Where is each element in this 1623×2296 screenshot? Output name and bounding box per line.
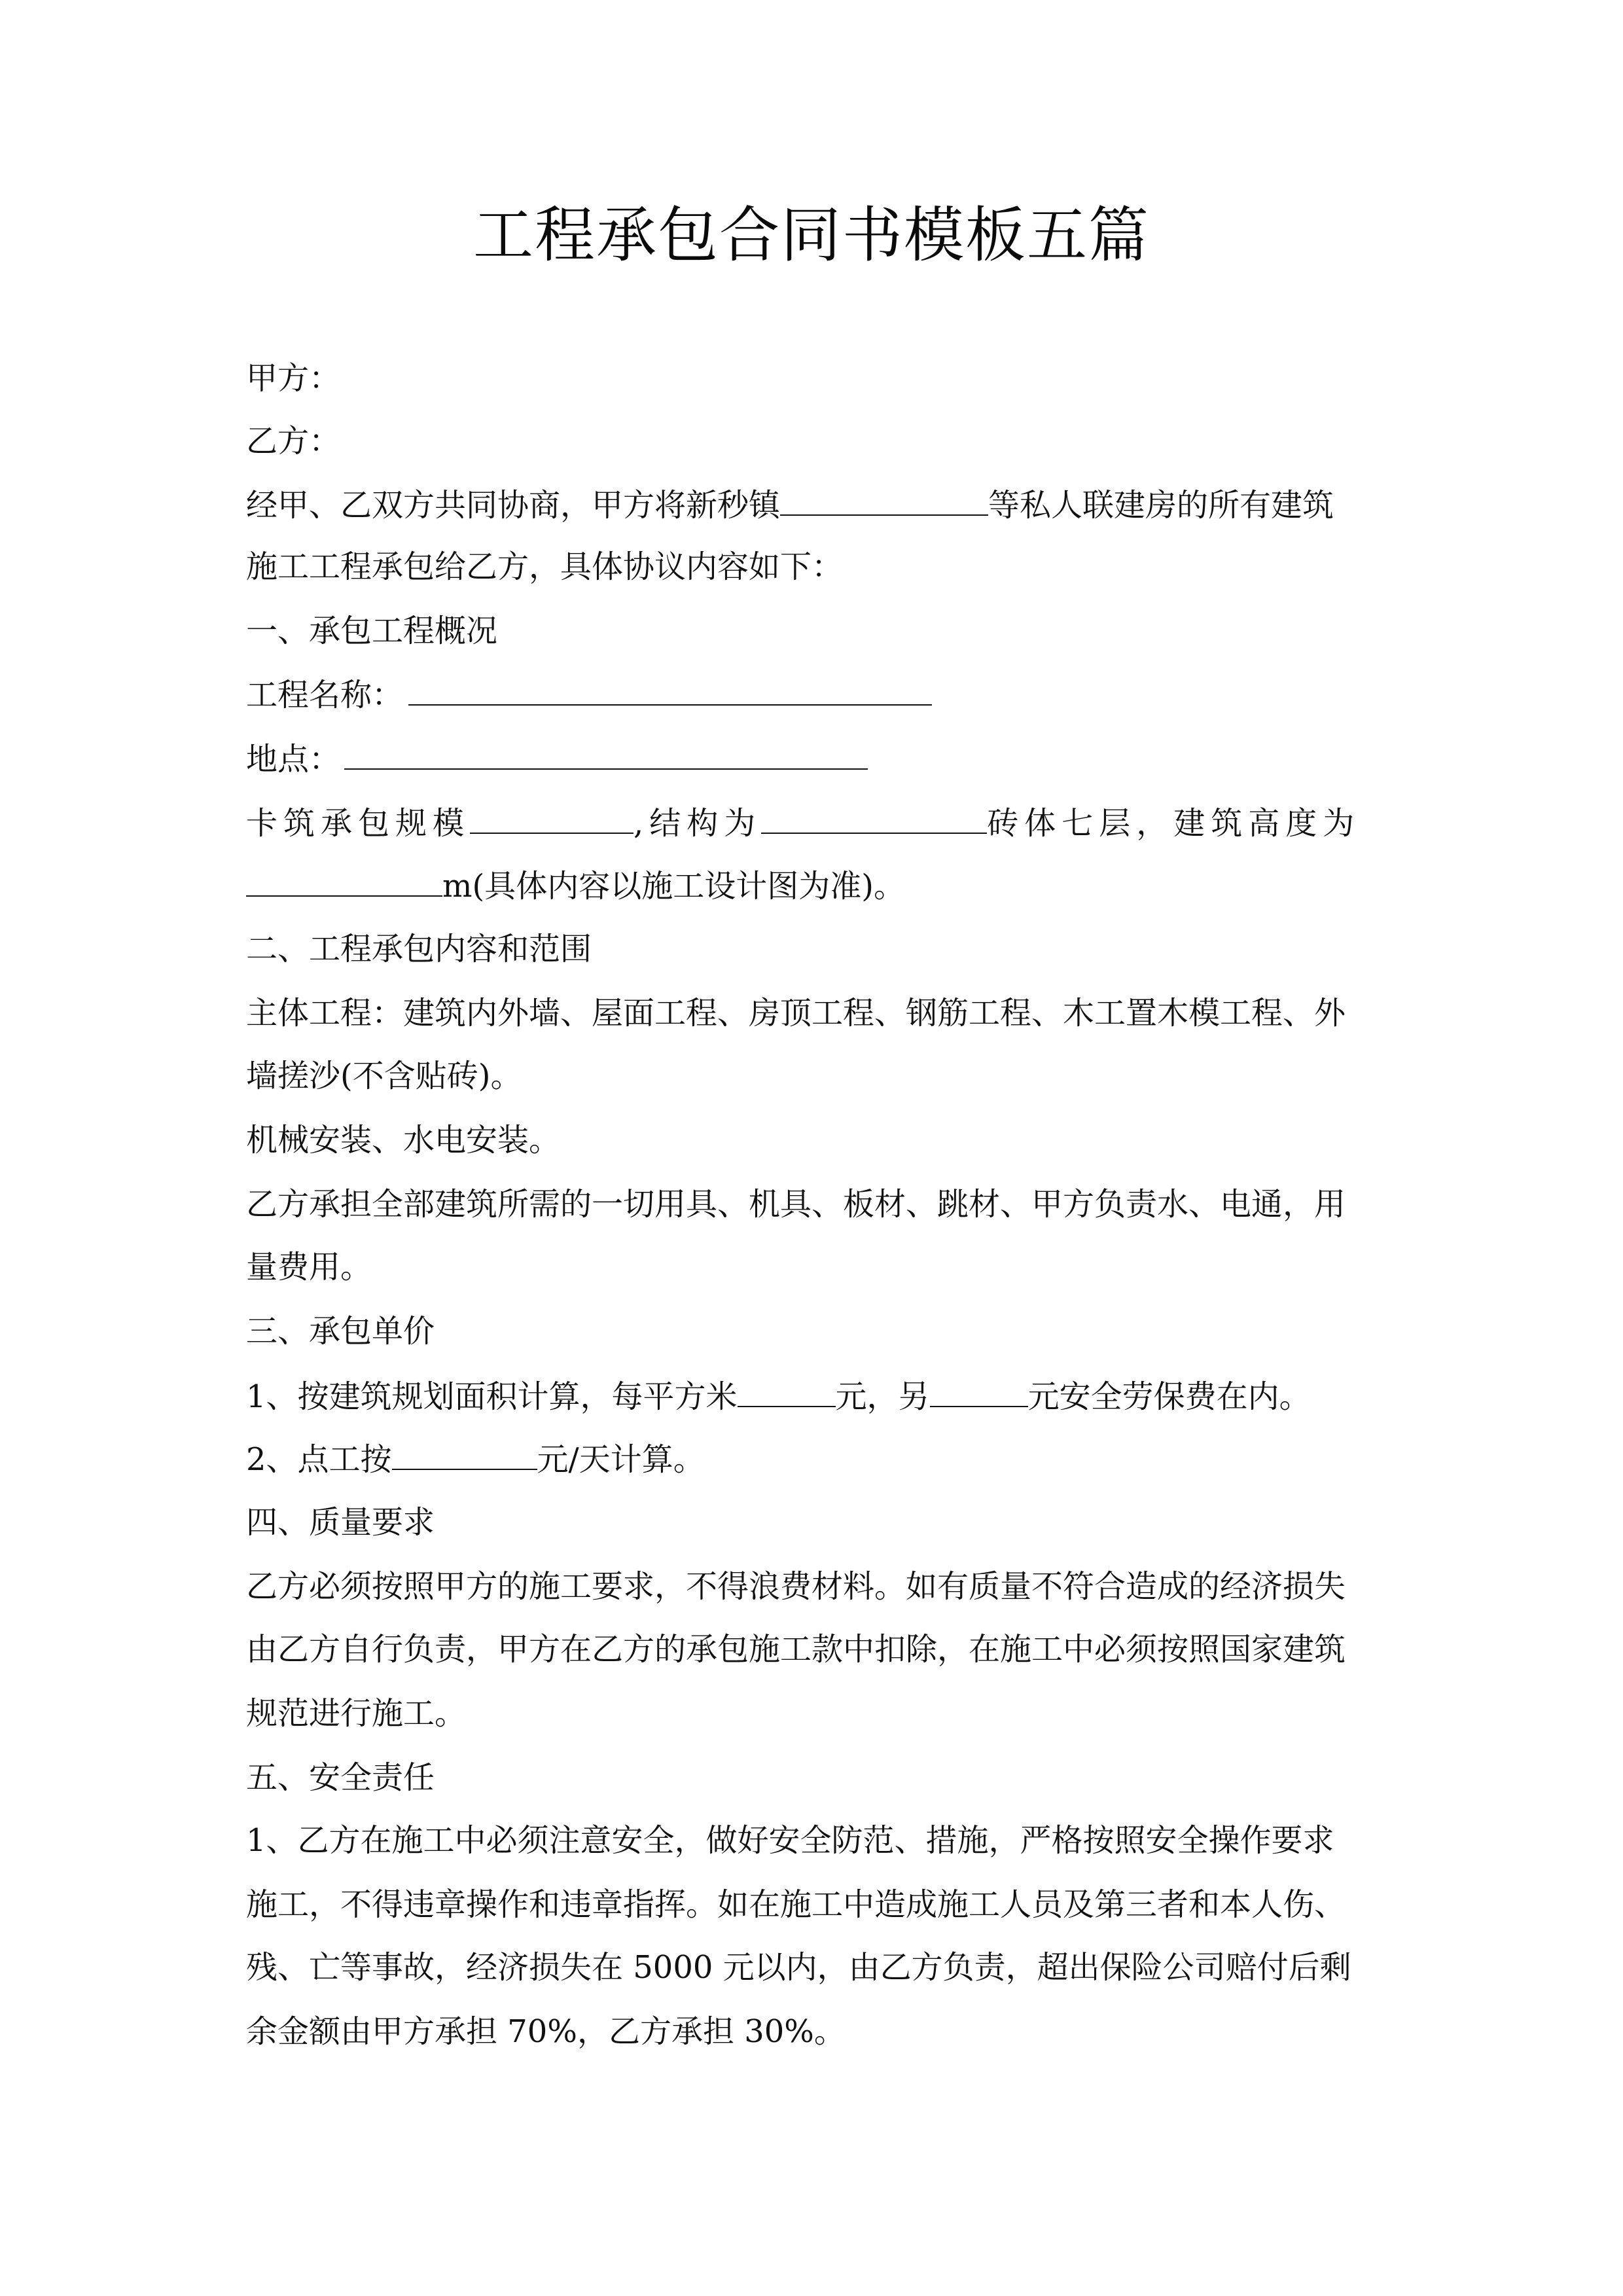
unit-price-text-2: 元，另: [835, 1378, 930, 1415]
main-works-line2: 墙搓沙(不含贴砖)。: [246, 1058, 522, 1094]
location-label: 地点：: [246, 741, 341, 778]
safety-line2: 施工，不得违章操作和违章指挥。如在施工中造成施工人员及第三者和本人伤、: [246, 1886, 1346, 1923]
party-a-label: 甲方：: [246, 360, 341, 397]
town-blank-field[interactable]: [780, 484, 988, 516]
intro-paragraph-line1: [246, 484, 1334, 525]
unit-price-item2: [246, 1439, 705, 1479]
scale-text-3: 砖体七层，建筑高度为: [987, 805, 1361, 842]
section-4-heading: 四、质量要求: [246, 1504, 435, 1541]
safety-line3: 残、亡等事故，经济损失在 5000 元以内，由乙方负责，超出保险公司赔付后剩: [246, 1949, 1351, 1986]
unit-price-text-3: 元安全劳保费在内。: [1027, 1378, 1311, 1415]
intro-paragraph-line2: 施工工程承包给乙方，具体协议内容如下：: [246, 548, 844, 585]
height-blank-field[interactable]: [246, 865, 442, 897]
location-blank-field[interactable]: [344, 738, 868, 770]
day-work-text-1: 2、点工按: [246, 1441, 392, 1478]
safety-line4: 余金额由甲方承担 70%，乙方承担 30%。: [246, 2013, 846, 2050]
section-5-heading: 五、安全责任: [246, 1759, 435, 1796]
safety-fee-blank-field[interactable]: [930, 1376, 1028, 1407]
intro-text-1: 经甲、乙双方共同协商，甲方将新秒镇: [246, 487, 781, 524]
unit-price-item1: [246, 1376, 1311, 1416]
safety-line1: 1、乙方在施工中必须注意安全，做好安全防范、措施，严格按照安全操作要求: [246, 1822, 1334, 1859]
scale-blank-field[interactable]: [470, 802, 633, 834]
scale-text-1: 卡筑承包规模: [246, 805, 471, 842]
day-rate-blank-field[interactable]: [392, 1439, 537, 1470]
quality-line1: 乙方必须按照甲方的施工要求，不得浪费材料。如有质量不符合造成的经济损失: [246, 1568, 1346, 1605]
height-row: [246, 865, 905, 906]
quality-line2: 由乙方自行负责，甲方在乙方的承包施工款中扣除，在施工中必须按照国家建筑: [246, 1631, 1346, 1668]
party-b-label: 乙方：: [246, 423, 341, 459]
project-name-blank-field[interactable]: [408, 674, 932, 706]
tools-line1: 乙方承担全部建筑所需的一切用具、机具、板材、跳材、甲方负责水、电通，用: [246, 1186, 1346, 1223]
scale-row: [246, 802, 1360, 843]
quality-line3: 规范进行施工。: [246, 1695, 467, 1732]
price-per-sqm-blank-field[interactable]: [738, 1376, 836, 1407]
structure-blank-field[interactable]: [761, 802, 987, 834]
installation-line: 机械安装、水电安装。: [246, 1122, 561, 1158]
main-works-line1: 主体工程：建筑内外墙、屋面工程、房顶工程、钢筋工程、木工置木模工程、外: [246, 995, 1346, 1031]
section-2-heading: 二、工程承包内容和范围: [246, 931, 592, 967]
tools-line2: 量费用。: [246, 1249, 372, 1285]
document-title: 工程承包合同书模板五篇: [473, 200, 1150, 270]
intro-text-2: 等私人联建房的所有建筑: [988, 487, 1334, 524]
height-text: m(具体内容以施工设计图为准)。: [442, 868, 905, 905]
day-work-text-2: 元/天计算。: [537, 1441, 705, 1478]
section-1-heading: 一、承包工程概况: [246, 613, 498, 649]
section-3-heading: 三、承包单价: [246, 1313, 435, 1350]
project-name-row: [246, 674, 932, 715]
location-row: [246, 738, 868, 779]
project-name-label: 工程名称：: [246, 677, 404, 713]
scale-text-2: ,结构为: [633, 805, 762, 842]
unit-price-text-1: 1、按建筑规划面积计算，每平方米: [246, 1378, 738, 1415]
